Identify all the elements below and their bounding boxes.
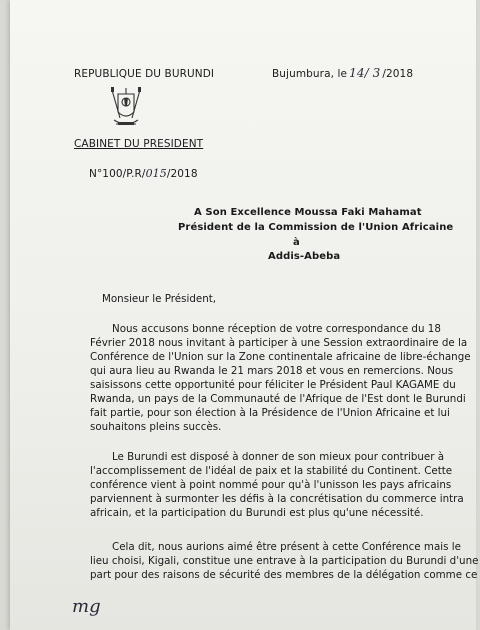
letter-page: [10, 0, 479, 630]
paragraph-2: [90, 450, 464, 520]
p1-line: Nous accusons bonne réception de votre correspondance du 18: [112, 323, 441, 335]
paragraph-1: [90, 322, 471, 434]
salutation: Monsieur le Président,: [102, 293, 217, 305]
p2-line: conférence vient à point nommé pour qu'à l'unisson les pays africains: [90, 479, 452, 491]
p1-line: Février 2018 nous invitant à participer à une Session extraordinaire de la: [90, 337, 468, 349]
handwritten-initials: mg: [72, 596, 101, 617]
date-year: /2018: [382, 68, 414, 80]
ref-year: /2018: [166, 168, 198, 180]
p3-line: part pour des raisons de sécurité des membres de la délégation comme ce: [90, 569, 478, 581]
p2-line: parviennent à surmonter les défis à la concrétisation du commerce intra: [90, 493, 464, 505]
recipient-line-3: à: [293, 237, 300, 248]
p2-line: africain, et la participation du Burundi est plus qu'une nécessité.: [90, 507, 424, 519]
cabinet-heading: CABINET DU PRESIDENT: [74, 138, 204, 150]
ref-prefix: N°100/P.R/: [89, 168, 146, 180]
p1-line: Conférence de l'Union sur la Zone continentale africaine de libre-échange: [90, 351, 471, 363]
ref-handwritten: 015: [145, 167, 167, 180]
p1-line: souhaitons pleins succès.: [90, 421, 222, 433]
p1-line: Rwanda, un pays de la Communauté de l'Afrique de l'Est dont le Burundi: [90, 393, 466, 405]
p1-line: fait partie, pour son élection à la Présidence de l'Union Africaine et lui: [90, 407, 450, 419]
reference-number: [89, 167, 198, 180]
date-handwritten: 14/ 3: [349, 66, 381, 80]
date-prefix: Bujumbura, le: [272, 68, 348, 80]
p1-line: qui aura lieu au Rwanda le 21 mars 2018 et vous en remercions. Nous: [90, 365, 454, 377]
p2-line: Le Burundi est disposé à donner de son mieux pour contribuer à: [112, 451, 445, 463]
burundi-coat-of-arms-icon: [106, 84, 146, 134]
place-date: [272, 66, 413, 80]
p3-line: Cela dit, nous aurions aimé être présent à cette Conférence mais le: [112, 541, 461, 553]
p1-line: saisissons cette opportunité pour féliciter le Président Paul KAGAME du: [90, 379, 456, 391]
recipient-line-4: Addis-Abeba: [268, 251, 341, 262]
recipient-line-1: A Son Excellence Moussa Faki Mahamat: [194, 207, 422, 218]
p3-line: lieu choisi, Kigali, constitue une entrave à la participation du Burundi d'une: [90, 555, 479, 567]
paragraph-3: [90, 540, 479, 582]
republic-heading: REPUBLIQUE DU BURUNDI: [74, 68, 215, 80]
recipient-line-2: Président de la Commission de l'Union Africaine: [178, 222, 454, 233]
p2-line: l'accomplissement de l'idéal de paix et la stabilité du Continent. Cette: [90, 465, 453, 477]
